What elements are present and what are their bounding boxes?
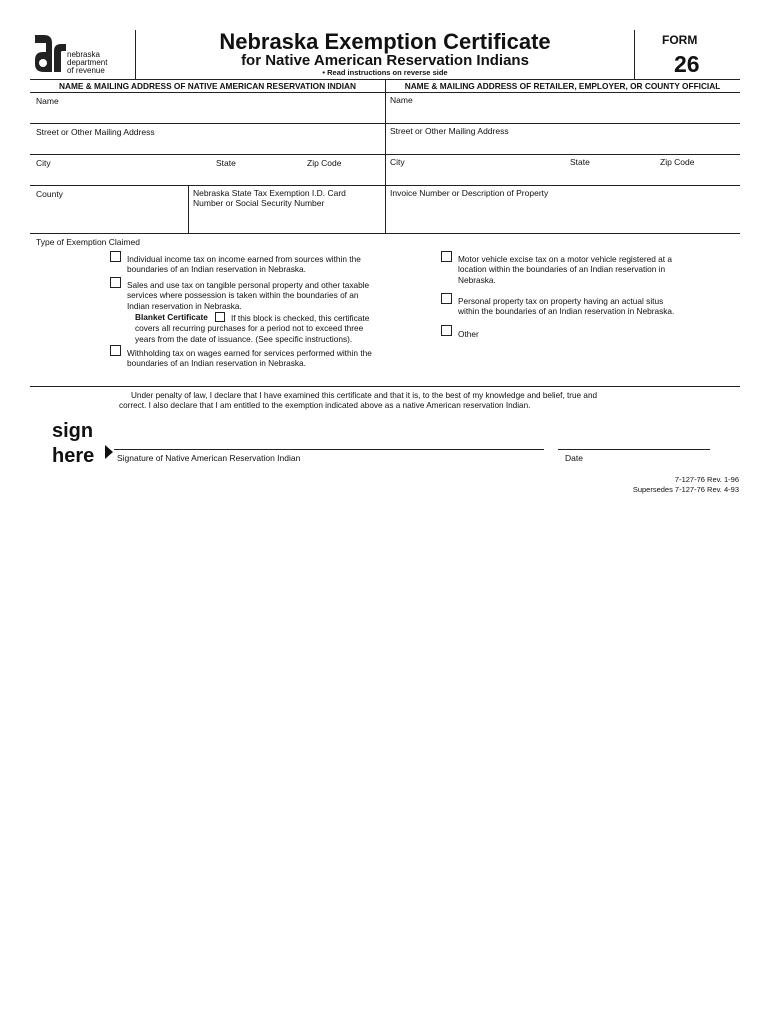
indian-zip-field[interactable]: Zip Code (307, 158, 342, 168)
blanket-certificate-text: If this block is checked, this certificate covers all recurring purchases for a period not to exceed three years from the date of issuance. (See specific instructions). (135, 313, 370, 344)
sign-word: sign (52, 420, 94, 442)
form-label: FORM (662, 33, 698, 47)
sales-use-tax-checkbox[interactable] (110, 277, 121, 288)
invoice-description-field[interactable]: Invoice Number or Description of Property (390, 188, 549, 198)
date-line[interactable] (558, 449, 710, 450)
indian-id-number-field[interactable]: Nebraska State Tax Exemption I.D. Card (193, 188, 346, 198)
retailer-name-field[interactable]: Name (390, 95, 413, 105)
form-title: Nebraska Exemption Certificate (219, 29, 551, 54)
withholding-tax-checkbox[interactable] (110, 345, 121, 356)
motor-vehicle-tax-checkbox[interactable] (441, 251, 452, 262)
form-number: 26 (674, 51, 700, 77)
header-divider-right (634, 30, 635, 80)
retailer-street-field[interactable]: Street or Other Mailing Address (390, 126, 509, 136)
other-exemption-checkbox[interactable] (441, 325, 452, 336)
agency-name-line2: department (67, 58, 108, 67)
supersedes-note: Supersedes 7-127-76 Rev. 4-93 (632, 485, 739, 494)
income-tax-checkbox[interactable] (110, 251, 121, 262)
right-section-heading: NAME & MAILING ADDRESS OF RETAILER, EMPLOYER, OR COUNTY OFFICIAL (404, 81, 721, 91)
left-section-heading: NAME & MAILING ADDRESS OF NATIVE AMERICAN RESERVATION INDIAN (58, 81, 356, 91)
form-subtitle: for Native American Reservation Indians (241, 52, 529, 69)
exemption-type-heading: Type of Exemption Claimed (36, 237, 140, 247)
withholding-tax-text: Withholding tax on wages earned for services performed within the boundaries of an Indian reservation in Nebraska. (127, 348, 372, 369)
motor-vehicle-tax-text: Motor vehicle excise tax on a motor vehicle registered at a location within the boundaries of an Indian reservation in Nebraska. (458, 254, 672, 285)
indian-county-field[interactable]: County (36, 189, 63, 199)
personal-property-tax-text: Personal property tax on property having an actual situs within the boundaries of an Indian reservation in Nebraska. (458, 296, 675, 317)
agency-name-line1: nebraska (67, 50, 100, 59)
department-logo-icon (33, 34, 67, 74)
sales-use-tax-text: Sales and use tax on tangible personal property and other taxable services where possession is taken within the boundaries of an Indian reservation in Nebraska. (127, 280, 370, 311)
instructions-note: • Read instructions on reverse side (322, 68, 448, 77)
indian-name-field[interactable]: Name (36, 96, 59, 106)
header-divider-left (135, 30, 136, 80)
other-exemption-label: Other (458, 329, 479, 339)
here-word: here (52, 445, 95, 467)
sign-arrow-icon (104, 444, 114, 460)
indian-city-field[interactable]: City (36, 158, 51, 168)
date-label: Date (565, 453, 583, 463)
retailer-zip-field[interactable]: Zip Code (660, 157, 695, 167)
signature-line[interactable] (114, 449, 544, 450)
signature-label: Signature of Native American Reservation Indian (117, 453, 301, 463)
retailer-state-field[interactable]: State (570, 157, 590, 167)
agency-logo (33, 34, 133, 74)
agency-name-line3: of revenue (67, 66, 105, 75)
income-tax-text: Individual income tax on income earned from sources within the boundaries of an Indian reservation in Nebraska. (127, 254, 361, 275)
blanket-certificate-label: Blanket Certificate (135, 312, 208, 322)
indian-id-number-label-line2: Number or Social Security Number (193, 198, 325, 208)
indian-street-field[interactable]: Street or Other Mailing Address (36, 127, 155, 137)
indian-state-field[interactable]: State (216, 158, 236, 168)
declaration-text: Under penalty of law, I declare that I have examined this certificate and that it is, to the best of my knowledge and belief, true and correct. I also declare that I am entitled to the exemption indicated above as a native American reservation Indian. (119, 391, 598, 411)
personal-property-tax-checkbox[interactable] (441, 293, 452, 304)
retailer-city-field[interactable]: City (390, 157, 405, 167)
revision-number: 7-127-76 Rev. 1-96 (674, 475, 739, 484)
